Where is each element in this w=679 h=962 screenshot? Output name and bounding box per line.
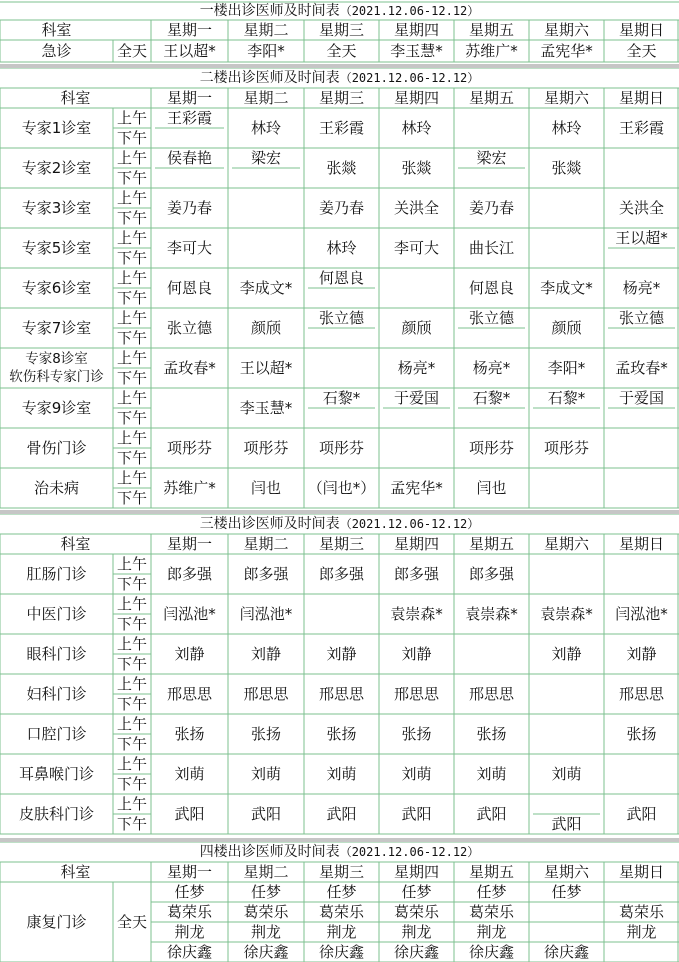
section-date-range: （2021.12.06-12.12） (339, 845, 480, 859)
dept-name: 妇科门诊 (26, 684, 87, 703)
period-am: 上午 (116, 308, 147, 327)
doctor-name: 张扬 (401, 724, 432, 743)
doctor-name: 林玲 (551, 118, 582, 137)
header-4: 星期四 (393, 20, 439, 39)
header-1: 星期一 (166, 20, 212, 39)
doctor-name: 袁崇森* (465, 604, 518, 623)
doctor-name: 刘静 (174, 644, 205, 663)
doctor-name: 张燚 (401, 158, 432, 177)
doctor-name: 任梦 (326, 882, 357, 901)
period-am: 上午 (116, 188, 147, 207)
doctor-name: 郎多强 (318, 564, 364, 583)
doctor-name: 邢思思 (393, 684, 439, 703)
section-title-text: 三楼出诊医师及时间表 (199, 516, 340, 532)
doctor-name: 颜颀 (551, 318, 582, 337)
period-pm: 下午 (116, 208, 147, 227)
header-6: 星期六 (543, 20, 589, 39)
doctor-name: 刘萌 (551, 764, 582, 783)
doctor-name: 全天 (626, 41, 657, 60)
doctor-name: 荆龙 (326, 922, 357, 941)
section-date-range: （2021.12.06-12.12） (339, 517, 480, 531)
header-2: 星期二 (243, 862, 289, 881)
period-am: 上午 (116, 674, 147, 693)
period-pm: 下午 (116, 448, 147, 467)
header-5: 星期五 (468, 862, 514, 881)
doctor-name: 孟玫春* (615, 358, 668, 377)
doctor-name: 石黎* (472, 388, 511, 407)
doctor-name: 于爱国 (618, 388, 664, 407)
dept-name: 口腔门诊 (26, 724, 87, 743)
doctor-name: 武阳 (326, 804, 357, 823)
header-7: 星期日 (618, 534, 664, 553)
doctor-name: 刘萌 (401, 764, 432, 783)
header-4: 星期四 (393, 862, 439, 881)
doctor-name: 荆龙 (401, 922, 432, 941)
dept-name: 专家5诊室 (21, 238, 92, 257)
doctor-name: 郎多强 (393, 564, 439, 583)
header-4: 星期四 (393, 534, 439, 553)
header-1: 星期一 (166, 862, 212, 881)
period-am: 上午 (116, 594, 147, 613)
period-allday: 全天 (116, 912, 147, 931)
section-title-text: 一楼出诊医师及时间表 (199, 3, 340, 19)
period-allday: 全天 (116, 41, 147, 60)
doctor-name: 项彤芬 (543, 438, 589, 457)
header-5: 星期五 (468, 20, 514, 39)
dept-name: 专家2诊室 (21, 158, 92, 177)
section-title-text: 四楼出诊医师及时间表 (199, 844, 340, 860)
period-pm: 下午 (116, 368, 147, 387)
period-pm: 下午 (116, 288, 147, 307)
doctor-name: 闫泓池* (239, 604, 293, 623)
doctor-name: 徐庆鑫 (393, 942, 439, 961)
doctor-name: 姜乃春 (166, 198, 212, 217)
doctor-name: 任梦 (250, 882, 281, 901)
header-3: 星期三 (318, 88, 364, 107)
dept-name: 专家1诊室 (21, 118, 92, 137)
header-7: 星期日 (618, 20, 664, 39)
dept-name: 专家9诊室 (21, 398, 92, 417)
doctor-name: 刘静 (250, 644, 281, 663)
doctor-name: 武阳 (250, 804, 281, 823)
doctor-name: 刘萌 (174, 764, 205, 783)
doctor-name: 姜乃春 (318, 198, 364, 217)
doctor-name: 何恩良 (318, 268, 364, 287)
doctor-name: 闫也 (476, 478, 507, 497)
doctor-name: 王彩霞 (318, 118, 364, 137)
doctor-name: 邢思思 (166, 684, 212, 703)
dept-name: 治未病 (33, 478, 79, 497)
doctor-name: 姜乃春 (468, 198, 514, 217)
doctor-name: 荆龙 (626, 922, 657, 941)
header-3: 星期三 (318, 534, 364, 553)
doctor-name: 苏维广* (163, 478, 216, 497)
period-am: 上午 (116, 348, 147, 367)
doctor-name: 项彤芬 (166, 438, 212, 457)
doctor-name: 袁崇森* (540, 604, 593, 623)
header-2: 星期二 (243, 534, 289, 553)
dept-name: 康复门诊 (26, 912, 87, 931)
period-pm: 下午 (116, 408, 147, 427)
doctor-name: 邢思思 (318, 684, 364, 703)
doctor-name: 闫泓池* (615, 604, 668, 623)
period-am: 上午 (116, 148, 147, 167)
doctor-name: 徐庆鑫 (318, 942, 364, 961)
section-date-range: （2021.12.06-12.12） (339, 71, 480, 85)
doctor-name: 张燚 (326, 158, 357, 177)
doctor-name: 李阳* (247, 41, 285, 60)
doctor-name: 张立德 (468, 308, 514, 327)
doctor-name: 李玉慧* (239, 398, 293, 417)
doctor-name: 郎多强 (468, 564, 514, 583)
doctor-name: 项彤芬 (243, 438, 289, 457)
dept-name: 肛肠门诊 (26, 564, 87, 583)
header-5: 星期五 (468, 88, 514, 107)
section-title (0, 842, 679, 862)
header-6: 星期六 (543, 88, 589, 107)
header-6: 星期六 (543, 862, 589, 881)
doctor-name: 关洪全 (618, 198, 664, 217)
doctor-name: 张立德 (618, 308, 664, 327)
doctor-name: 李可大 (393, 238, 439, 257)
period-am: 上午 (116, 268, 147, 287)
period-pm: 下午 (116, 128, 147, 147)
dept-name (0, 348, 113, 388)
period-am: 上午 (116, 108, 147, 127)
doctor-name: 王以超* (615, 228, 668, 247)
period-am: 上午 (116, 228, 147, 247)
doctor-name: 任梦 (476, 882, 507, 901)
period-am: 上午 (116, 634, 147, 653)
doctor-name: 荆龙 (174, 922, 205, 941)
doctor-name: 林玲 (401, 118, 432, 137)
doctor-name: 刘静 (401, 644, 432, 663)
header-5: 星期五 (468, 534, 514, 553)
period-pm: 下午 (116, 248, 147, 267)
header-dept: 科室 (41, 20, 72, 39)
section-title (0, 68, 679, 88)
period-am: 上午 (116, 388, 147, 407)
period-am: 上午 (116, 754, 147, 773)
doctor-name: 王彩霞 (166, 108, 212, 127)
doctor-name: 张扬 (250, 724, 281, 743)
doctor-name: 李阳* (547, 358, 586, 377)
doctor-name: 任梦 (401, 882, 432, 901)
period-pm: 下午 (116, 574, 147, 593)
section-title (0, 514, 679, 534)
doctor-name: 武阳 (401, 804, 432, 823)
doctor-name: 刘静 (626, 644, 657, 663)
period-pm: 下午 (116, 328, 147, 347)
doctor-name: 梁宏 (250, 148, 281, 167)
doctor-name: 邢思思 (243, 684, 289, 703)
doctor-name: 石黎* (547, 388, 586, 407)
period-am: 上午 (116, 714, 147, 733)
doctor-name: 于爱国 (393, 388, 439, 407)
doctor-name: 侯春艳 (166, 148, 212, 167)
dept-line-2: 软伤科专家门诊 (9, 369, 104, 385)
dept-name: 耳鼻喉门诊 (18, 764, 94, 783)
doctor-name: 林玲 (326, 238, 357, 257)
doctor-name: 李成文* (540, 278, 593, 297)
doctor-name: 李玉慧* (390, 41, 443, 60)
doctor-name: 刘萌 (326, 764, 357, 783)
doctor-name: 张立德 (318, 308, 364, 327)
doctor-name: 武阳 (476, 804, 507, 823)
doctor-name: 张扬 (476, 724, 507, 743)
doctor-name: 石黎* (322, 388, 361, 407)
doctor-name: 杨亮* (622, 278, 661, 297)
header-7: 星期日 (618, 862, 664, 881)
doctor-name: 葛荣乐 (468, 902, 514, 921)
doctor-name: 葛荣乐 (166, 902, 212, 921)
doctor-name: 袁崇森* (390, 604, 443, 623)
doctor-name: 张燚 (551, 158, 582, 177)
doctor-name: 葛荣乐 (243, 902, 289, 921)
period-am: 上午 (116, 468, 147, 487)
header-1: 星期一 (166, 88, 212, 107)
doctor-name: 郎多强 (243, 564, 289, 583)
doctor-name: 林玲 (250, 118, 281, 137)
doctor-name: 邢思思 (468, 684, 514, 703)
header-4: 星期四 (393, 88, 439, 107)
dept-name: 急诊 (41, 41, 72, 60)
doctor-name: 颜颀 (401, 318, 432, 337)
doctor-name: 颜颀 (250, 318, 281, 337)
header-dept: 科室 (60, 534, 91, 553)
doctor-name: 任梦 (551, 882, 582, 901)
doctor-name: 王彩霞 (618, 118, 664, 137)
dept-name: 眼科门诊 (26, 644, 87, 663)
doctor-name: 武阳 (551, 814, 582, 833)
dept-name: 专家3诊室 (21, 198, 92, 217)
doctor-name: 张扬 (174, 724, 205, 743)
doctor-name: 苏维广* (465, 41, 518, 60)
section-title-text: 二楼出诊医师及时间表 (199, 70, 340, 86)
period-pm: 下午 (116, 694, 147, 713)
header-3: 星期三 (318, 20, 364, 39)
header-6: 星期六 (543, 534, 589, 553)
doctor-name: 刘萌 (476, 764, 507, 783)
doctor-name: 徐庆鑫 (468, 942, 514, 961)
doctor-name: 闫泓池* (163, 604, 216, 623)
doctor-name: 刘静 (326, 644, 357, 663)
doctor-name: 何恩良 (468, 278, 514, 297)
doctor-name: 邢思思 (618, 684, 664, 703)
header-1: 星期一 (166, 534, 212, 553)
doctor-name: 郎多强 (166, 564, 212, 583)
dept-name: 专家6诊室 (21, 278, 92, 297)
doctor-name: 李成文* (239, 278, 293, 297)
doctor-name: 项彤芬 (468, 438, 514, 457)
doctor-name: 曲长江 (468, 238, 514, 257)
doctor-name: 杨亮* (472, 358, 511, 377)
doctor-name: 张扬 (626, 724, 657, 743)
doctor-name: 全天 (326, 41, 357, 60)
doctor-name: 王以超* (239, 358, 293, 377)
doctor-name: 葛荣乐 (618, 902, 664, 921)
dept-name: 皮肤科门诊 (18, 804, 94, 823)
doctor-name: 孟宪华* (540, 41, 593, 60)
dept-name: 中医门诊 (26, 604, 87, 623)
header-dept: 科室 (60, 862, 91, 881)
doctor-name: 徐庆鑫 (543, 942, 589, 961)
doctor-name: 项彤芬 (318, 438, 364, 457)
doctor-name: 荆龙 (476, 922, 507, 941)
period-am: 上午 (116, 554, 147, 573)
doctor-name: 徐庆鑫 (166, 942, 212, 961)
period-pm: 下午 (116, 734, 147, 753)
period-pm: 下午 (116, 488, 147, 507)
doctor-name: 张立德 (166, 318, 212, 337)
header-2: 星期二 (243, 20, 289, 39)
section-title (0, 2, 679, 20)
period-pm: 下午 (116, 814, 147, 833)
dept-line-1: 专家8诊室 (25, 351, 88, 367)
dept-name: 骨伤门诊 (26, 438, 87, 457)
doctor-name: 武阳 (626, 804, 657, 823)
period-am: 上午 (116, 794, 147, 813)
doctor-name: 刘静 (551, 644, 582, 663)
doctor-name: 葛荣乐 (318, 902, 364, 921)
period-pm: 下午 (116, 614, 147, 633)
period-pm: 下午 (116, 168, 147, 187)
header-3: 星期三 (318, 862, 364, 881)
period-pm: 下午 (116, 774, 147, 793)
doctor-name: 关洪全 (393, 198, 439, 217)
section-date-range: （2021.12.06-12.12） (339, 4, 480, 18)
dept-name: 专家7诊室 (21, 318, 92, 337)
doctor-name: 荆龙 (250, 922, 281, 941)
header-2: 星期二 (243, 88, 289, 107)
doctor-name: 闫也 (250, 478, 281, 497)
header-dept: 科室 (60, 88, 91, 107)
doctor-name: 杨亮* (397, 358, 436, 377)
doctor-name: 孟宪华* (390, 478, 443, 497)
doctor-name: 王以超* (163, 41, 216, 60)
period-am: 上午 (116, 428, 147, 447)
doctor-name: 梁宏 (476, 148, 507, 167)
doctor-name: （闫也*） (307, 478, 376, 497)
doctor-name: 张扬 (326, 724, 357, 743)
period-pm: 下午 (116, 654, 147, 673)
doctor-name: 武阳 (174, 804, 205, 823)
doctor-name: 李可大 (166, 238, 212, 257)
doctor-name: 刘萌 (250, 764, 281, 783)
doctor-name: 徐庆鑫 (243, 942, 289, 961)
doctor-name: 任梦 (174, 882, 205, 901)
doctor-name: 葛荣乐 (393, 902, 439, 921)
doctor-name: 孟玫春* (163, 358, 216, 377)
doctor-name: 何恩良 (166, 278, 212, 297)
header-7: 星期日 (618, 88, 664, 107)
